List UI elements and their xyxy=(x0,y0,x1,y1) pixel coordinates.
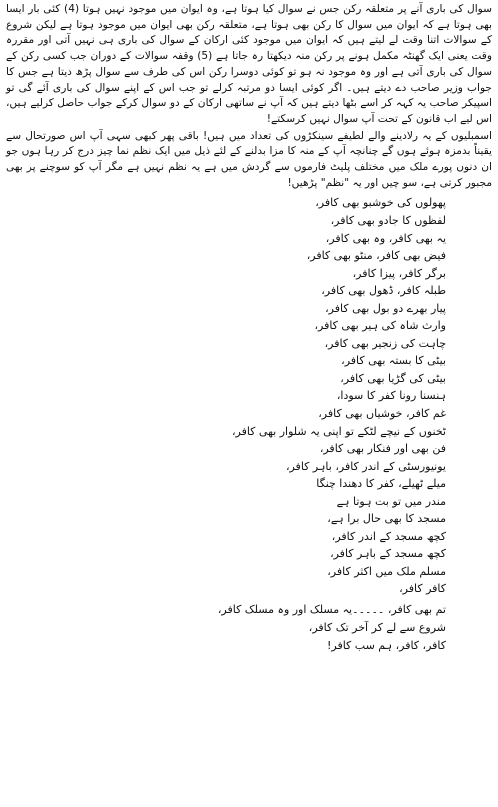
poem-line: مسجد کا بھی حال برا ہے، xyxy=(327,512,446,526)
poem-line: کچھ مسجد کے اندر کافر، xyxy=(331,529,446,543)
poem-line: فیض بھی کافر، منٹو بھی کافر، xyxy=(306,249,446,263)
poem-line: چاہت کی زنجیر بھی کافر، xyxy=(324,336,446,350)
poem-line: میلے ٹھیلے، کفر کا دھندا چنگا xyxy=(316,477,446,491)
poem-line: پیار بھرے دو بول بھی کافر، xyxy=(325,301,446,315)
poem-line: پھولوں کی خوشبو بھی کافر، xyxy=(315,196,446,210)
poem-line: طبلہ کافر، ڈھول بھی کافر، xyxy=(321,284,446,298)
poem-line: فن بھی اور فنکار بھی کافر، xyxy=(319,442,446,456)
poem xyxy=(6,195,492,655)
poem-line: ہنسنا رونا کفر کا سودا، xyxy=(336,389,446,403)
poem-line: تم بھی کافر، ۔۔۔۔۔یہ مسلک اور وہ مسلک کافر، xyxy=(217,603,446,617)
poem-line: وارث شاہ کی ہیر بھی کافر، xyxy=(314,319,446,333)
poem-line: کافر، کافر، ہم سب کافر! xyxy=(326,638,446,652)
article-paragraph-2: اسمبلیوں کے یہ رلادینے والے لطیفے سینکڑوں کی تعداد میں ہیں! باقی پھر کبھی سہی آپ اس صورتحال سے یقیناً بدمزہ ہوئے ہوں گے چنانچہ آپ کے منہ کا مزا بدلنے کے لئے ذیل میں ایک نظم نما چیز درج کر رہا ہوں جو ان دنوں پورے ملک میں مختلف پلیٹ فارموں سے گردش میں ہے یہ نظم نہیں ہے مگر آپ کو سوچنے پر بھی مجبور کرتی ہے، سو چیں اور یہ "نظم" پڑھیں! xyxy=(6,129,492,189)
poem-line: غم کافر، خوشیاں بھی کافر، xyxy=(318,407,446,420)
poem-line: کافر کافر، xyxy=(399,582,446,596)
poem-line: ٹخنوں کے نیچے لٹکے تو اپنی یہ شلوار بھی کافر، xyxy=(231,424,446,438)
poem-line: یونیورسٹی کے اندر کافر، باہر کافر، xyxy=(285,459,446,473)
article-paragraph-1: سوال کی باری آنے پر متعلقہ رکن جس نے سوال کیا ہوتا ہے، وہ ایوان میں موجود نہیں ہوتا (4) کئی بار ایسا بھی ہوتا ہے کہ ایوان میں سوال کا رکن بھی ہوتا ہے، متعلقہ رکن بھی ایوان میں موجود ہوتا ہے لیکن شروع کے سوالات اتنا وقت لے لیتے ہیں کہ ایوان میں موجود کئی ارکان کے سوال کی باری ہی نہیں آتی اور مقررہ وقت یعنی ایک گھنٹہ مکمل ہونے پر رکن منہ دیکھتا رہ جاتا ہے (5) وقفہ سوالات کے دوران جب کسی رکن کے سوال کی باری آتی ہے اور وہ موجود نہ ہو تو کوئی دوسرا رکن اس کی طرف سے سوال پڑھ دیتا ہے جس کا جواب وزیر صاحب دے دیتے ہیں۔ اگر کوئی ایسا دو مرتبہ کرلے تو جب اس کے اپنے سوال کی باری آئے گی تو اسپیکر صاحب یہ کہہ کر اسے بٹھا دیتے ہیں کہ آپ نے ساتھی ارکان کے دو سوال کرکے جواب حاصل کرلیے ہیں، اس لیے اب قانون کے تحت آپ سوال نہیں کرسکتے! xyxy=(6,3,492,125)
poem-line: شروع سے لے کر آخر تک کافر، xyxy=(308,621,446,635)
poem-line: برگر کافر، پیزا کافر، xyxy=(352,266,446,280)
poem-line: بیٹی کا بستہ بھی کافر، xyxy=(341,354,446,368)
poem-line: کچھ مسجد کے باہر کافر، xyxy=(330,547,446,561)
poem-line: بیٹی کی گڑیا بھی کافر، xyxy=(340,371,446,385)
poem-line: مندر میں تو بت ہوتا ہے xyxy=(336,494,446,508)
poem-line: مسلم ملک میں اکثر کافر، xyxy=(327,564,446,578)
poem-line: یہ بھی کافر، وہ بھی کافر، xyxy=(325,231,446,245)
poem-line: لفظوں کا جادو بھی کافر، xyxy=(330,213,446,227)
